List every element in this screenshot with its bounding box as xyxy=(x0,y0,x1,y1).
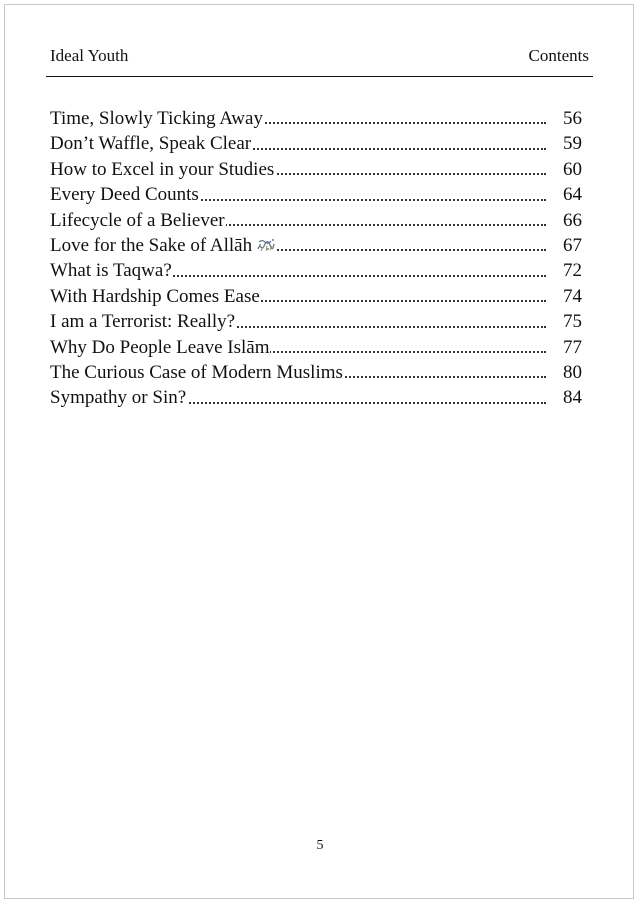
toc-entry[interactable] xyxy=(50,335,582,360)
header-rule xyxy=(46,76,593,77)
honorific-calligraphy-icon xyxy=(256,237,276,253)
toc-entry[interactable] xyxy=(50,284,582,309)
table-of-contents xyxy=(50,106,582,411)
toc-entry-page[interactable]: 77 xyxy=(552,335,582,360)
toc-entry[interactable] xyxy=(50,131,582,156)
toc-entry-page[interactable]: 66 xyxy=(552,208,582,233)
page-number: 5 xyxy=(316,838,324,853)
toc-entry[interactable] xyxy=(50,360,582,385)
toc-entry[interactable] xyxy=(50,385,582,410)
toc-entry[interactable] xyxy=(50,233,582,258)
section-title: Contents xyxy=(528,46,589,65)
toc-entry-page[interactable]: 84 xyxy=(552,385,582,410)
toc-entry-title[interactable]: The Curious Case of Modern Muslims xyxy=(50,361,343,383)
toc-entry-page[interactable]: 59 xyxy=(552,131,582,156)
toc-entry-title[interactable]: How to Excel in your Studies xyxy=(50,158,275,180)
toc-entry-title-wrap[interactable] xyxy=(50,233,277,258)
toc-entry-page[interactable]: 64 xyxy=(552,182,582,207)
toc-entry-page[interactable]: 67 xyxy=(552,233,582,258)
toc-entry-title[interactable]: Every Deed Counts xyxy=(50,184,199,206)
toc-entry-title[interactable]: Time, Slowly Ticking Away xyxy=(50,108,263,129)
book-title: Ideal Youth xyxy=(50,46,129,65)
toc-entry-title[interactable]: Love for the Sake of Allāh xyxy=(50,234,253,256)
toc-entry-title[interactable]: With Hardship Comes Ease xyxy=(50,285,260,307)
toc-entry-title[interactable]: I am a Terrorist: Really? xyxy=(50,311,236,333)
toc-entry[interactable] xyxy=(50,208,582,233)
toc-entry[interactable] xyxy=(50,309,582,334)
toc-entry-page[interactable]: 60 xyxy=(552,157,582,182)
toc-entry[interactable] xyxy=(50,182,582,207)
toc-entry[interactable] xyxy=(50,106,582,131)
toc-entry-page[interactable]: 74 xyxy=(552,284,582,309)
toc-entry-page[interactable]: 75 xyxy=(552,309,582,334)
toc-entry-title[interactable]: Sympathy or Sin? xyxy=(50,387,187,409)
toc-entry-title[interactable]: Lifecycle of a Believer xyxy=(50,209,225,231)
toc-entry-page[interactable]: 72 xyxy=(552,258,582,283)
toc-entry-title[interactable]: What is Taqwa? xyxy=(50,260,172,282)
toc-entry-title[interactable]: Why Do People Leave Islām xyxy=(50,336,270,358)
toc-entry[interactable] xyxy=(50,157,582,182)
toc-entry-page[interactable]: 56 xyxy=(552,106,582,131)
toc-entry-title[interactable]: Don’t Waffle, Speak Clear xyxy=(50,133,252,155)
running-head xyxy=(50,46,589,70)
toc-entry[interactable] xyxy=(50,258,582,283)
toc-entry-page[interactable]: 80 xyxy=(552,360,582,385)
